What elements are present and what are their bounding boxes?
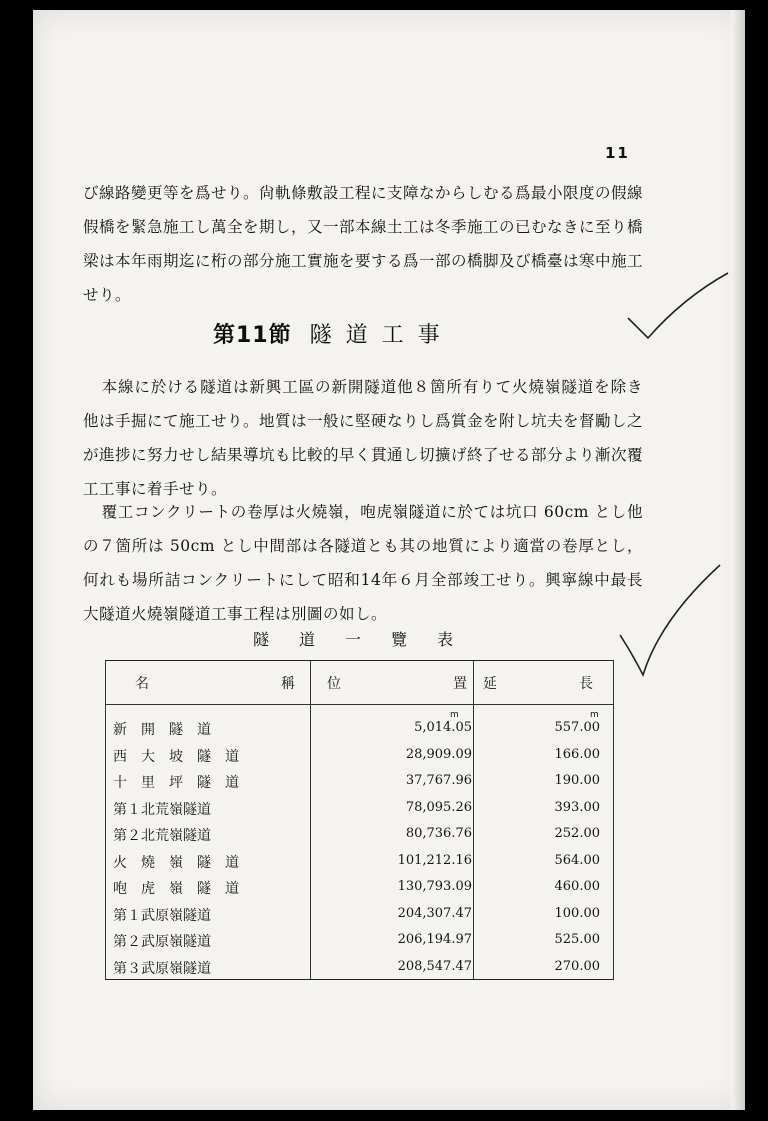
cell-length: 557.00 [554,720,600,735]
table-row [105,927,613,954]
table-header-rule [105,704,613,705]
page-number: 11 [605,144,630,162]
table-row [105,768,613,795]
cell-position: 101,212.16 [397,852,472,868]
cell-position: 208,547.47 [397,958,472,974]
cell-length: 460.00 [554,879,600,894]
cell-position: 204,307.47 [397,905,472,921]
cell-length: 270.00 [554,958,600,974]
unit-length: m [590,710,599,720]
section-name: 隧道工事 [309,323,454,348]
check-mark-icon [623,268,733,348]
cell-position: 78,095.26 [405,799,472,815]
table-row [105,954,613,981]
header-length: 延 長 [483,676,593,692]
table-row [105,821,613,848]
cell-position: 37,767.96 [405,773,472,788]
tunnel-table [105,660,614,980]
cell-position: 130,793.09 [397,879,472,894]
cell-length: 525.00 [554,932,600,947]
cell-length: 100.00 [554,905,600,921]
cell-position: 80,736.76 [405,826,472,841]
cell-position: 28,909.09 [405,746,472,762]
cell-length: 190.00 [554,773,600,788]
check-mark-icon [615,560,725,680]
header-position: 位 置 [327,676,467,692]
cell-name: 新 開 隧 道 [113,722,211,738]
paragraph-tunnels-intro: 本線に於ける隧道は新興工區の新開隧道他８箇所有りて火燒嶺隧道を除き他は手掘にて施工せり。地質は一般に堅硬なりし爲賞金を附し坑夫を督勵し之が進捗に努力せし結果導坑も比較的早く貫通し切擴げ終了せる部分より漸次覆工工事に着手せり。 [83,378,644,498]
cell-length: 393.00 [554,799,600,815]
table-row [105,795,613,822]
table-body [105,715,613,980]
cell-position: 206,194.97 [397,932,472,947]
cell-name: 第２北荒嶺隧道 [113,828,211,844]
table-row [105,715,613,742]
cell-position: 5,014.05 [414,720,472,735]
page-edge-shadow [731,10,745,1110]
table-row [105,848,613,875]
cell-name: 第１北荒嶺隧道 [113,801,211,818]
section-number: 第11節 [213,323,292,348]
paragraph-lining: 覆工コンクリートの卷厚は火燒嶺，咆虎嶺隧道に於ては坑口 60cm とし他の７箇所は 50cm とし中間部は各隧道とも其の地質により適當の卷厚とし，何れも場所詰コンクリートにして昭和14年６月全部竣工せり。興寧線中最長大隧道火燒嶺隧道工事工程は別圖の如し。 [83,503,643,623]
cell-name: 火 燒 嶺 隧 道 [113,854,239,871]
header-name: 名 稱 [135,676,295,692]
section-heading [213,318,454,349]
table-row [105,742,613,769]
table-title: 隧道一覽表 [253,630,484,649]
cell-name: 十 里 坪 隧 道 [113,775,239,791]
cell-name: 第３武原嶺隧道 [113,960,211,977]
cell-length: 252.00 [554,826,600,841]
cell-name: 第１武原嶺隧道 [113,907,211,924]
paragraph-continued: び線路變更等を爲せり。尙軌條敷設工程に支障なからしむる爲最小限度の假線假橋を緊急施工し萬全を期し，又一部本線土工は冬季施工の已むなきに至り橋梁は本年雨期迄に桁の部分施工實施を要する爲一部の橋脚及び橋臺は寒中施工せり。 [83,184,644,304]
cell-name: 西 大 坡 隧 道 [113,748,239,765]
unit-position: m [450,710,459,720]
cell-name: 第２武原嶺隧道 [113,934,211,950]
document-page [33,10,745,1110]
cell-length: 564.00 [554,852,600,868]
table-row [105,901,613,928]
table-row [105,874,613,901]
cell-length: 166.00 [554,746,600,762]
cell-name: 咆 虎 嶺 隧 道 [113,881,239,897]
